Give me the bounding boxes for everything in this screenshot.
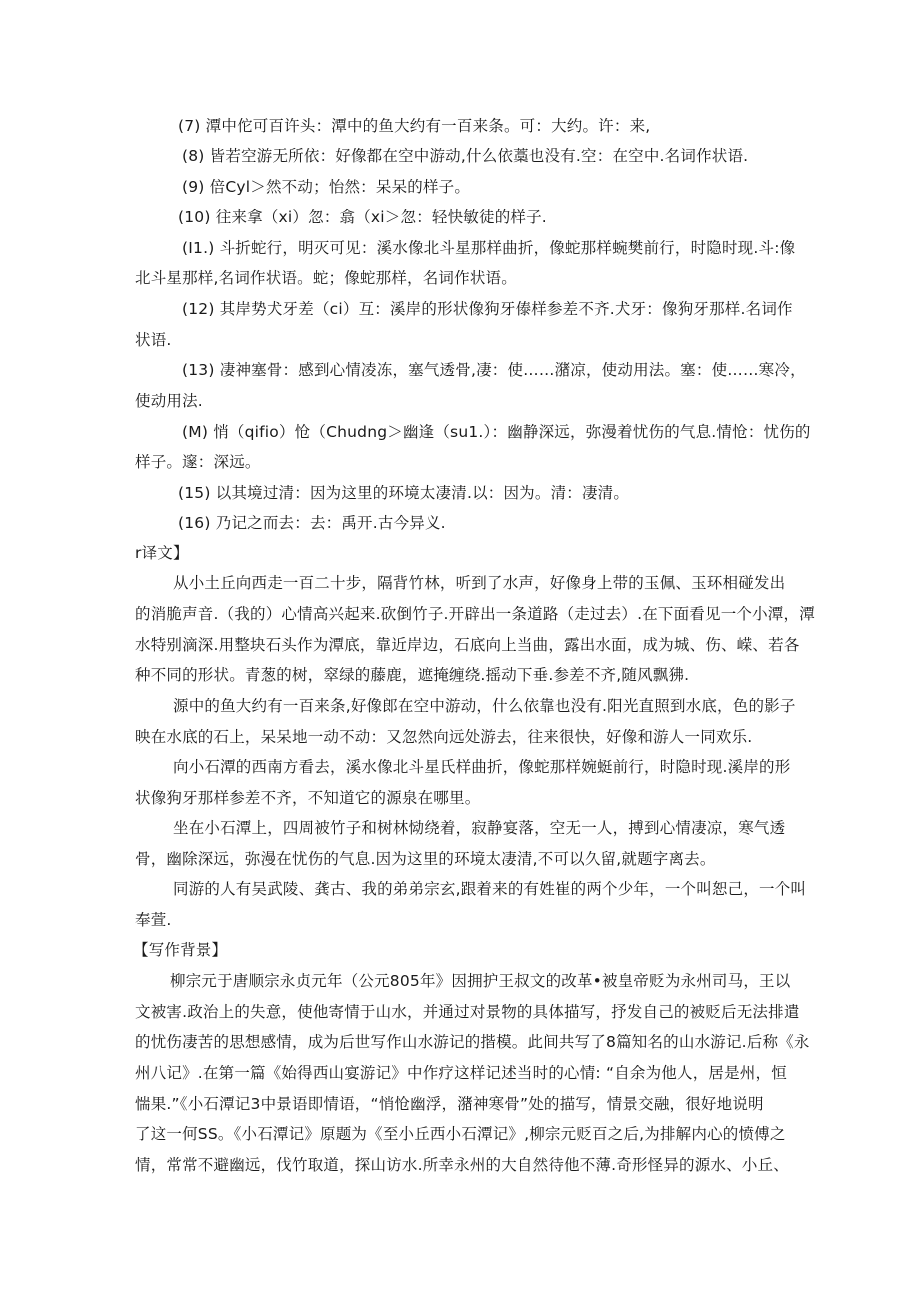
translation-line: 奉萱. [135,911,172,929]
note-10: (10) 往来拿（xi）忽：翕（xi＞忽：轻快敏徒的样子. [178,208,547,226]
note-7: (7) 潭中佗可百许头：潭中的鱼大约有一百来条。可：大约。许：来, [178,117,651,135]
translation-line: 同游的人有吴武陵、龚古、我的弟弟宗玄,跟着来的有姓崔的两个少年，一个叫恕己，一个叫 [173,880,807,898]
background-line: 了这一何SS。《小石潭记》原题为《至小丘西小石潭记》,柳宗元贬百之后,为排解内心的愤傅之 [135,1125,786,1143]
background-heading: 【写作背景】 [133,941,228,959]
note-15: (15) 以其境过清：因为这里的环境太凄清.以：因为。清：凄清。 [178,484,630,502]
translation-line: 坐在小石潭上，四周被竹子和树林恸绕着，寂静宴落，空无一人，搏到心情凄凉，寒气透 [173,819,786,837]
translation-line: 水特别滴深.用整块石头作为潭底，靠近岸边，石底向上当曲，露出水面，成为城、伤、嵘、若各 [135,636,800,654]
note-14-line2: 样子。邃：深远。 [135,453,261,471]
background-line: 州八记》.在第一篇《始得西山宴游记》中作疗这样记述当时的心情: “自余为他人，居是州，恒 [135,1064,787,1082]
note-12-line2: 状语. [135,331,172,349]
note-11-line2: 北斗星那样,名词作状语。蛇；像蛇那样，名词作状语。 [135,269,517,287]
translation-line: 状像狗牙那样参差不齐，不知道它的源泉在哪里。 [135,789,481,807]
background-line: 惴果.”《小石潭记3中景语即情语，“悄怆幽浮，潴神寒骨”处的描写，情景交融，很好地说明 [135,1095,764,1113]
background-line: 柳宗元于唐顺宗永贞元年（公元805年》因拥护王叔文的改革•被皇帝贬为永州司马，王以 [170,972,791,990]
note-12-line1: (12) 其岸势犬牙差（ci）互：溪岸的形状像狗牙傣样参差不齐.犬牙：像狗牙那样.名词作 [182,300,793,318]
note-8: (8) 皆若空游无所依：好像都在空中游动,什么依藁也没有.空：在空中.名词作状语. [182,147,749,165]
translation-line: 种不同的形状。青葱的树，窣绿的藤鹿，遮掩缠绕.摇动下垂.参差不齐,随风飘狒. [135,666,690,684]
translation-line: 映在水底的石上，呆呆地一动不动：又忽然向远处游去，往来很快，好像和游人一同欢乐. [135,728,753,746]
background-line: 情，常常不避幽远，伐竹取道，探山访水.所幸永州的大自然待他不薄.奇形怪异的源水、小丘、 [135,1156,789,1174]
background-line: 的忧伤凄苦的思想感情，成为后世写作山水游记的揩模。此间共写了8篇知名的山水游记.后称《永 [135,1033,810,1051]
background-line: 文被害.政治上的失意，使他寄情于山水，并通过对景物的具体描写，抒发自己的被贬后无法排遣 [135,1003,800,1021]
translation-line: 的消脆声音.（我的）心情高兴起来.砍倒竹子.开辟出一条道路（走过去）.在下面看见一个小潭，潭 [135,605,815,623]
note-11-line1: (I1.) 斗折蛇行，明灭可见：溪水像北斗星那样曲折，像蛇那样蜿樊前行，时隐时现.斗:像 [182,239,796,257]
note-13-line2: 使动用法. [135,392,203,410]
translation-line: 骨，幽除深远，弥漫在忧伤的气息.因为这里的环境太凄清,不可以久留,就题字离去。 [135,850,716,868]
translation-line: 向小石潭的西南方看去，溪水像北斗星氏样曲折，像蛇那样婉蜓前行，时隐时现.溪岸的形 [173,758,791,776]
note-16: (16) 乃记之而去：去：禹开.古今异义. [178,514,446,532]
translation-heading: r译文】 [135,544,189,562]
note-9: (9) 倍Cyl＞然不动；怡然：呆呆的样子。 [182,178,471,196]
note-14-line1: (M) 悄（qifio）怆（Chudng＞幽逢（su1.）：幽静深远，弥漫着忧伤的气息.情怆：忧伤的 [182,423,811,441]
translation-line: 源中的鱼大约有一百来条,好像郎在空中游动，什么依靠也没有.阳光直照到水底，色的影子 [173,697,796,715]
translation-line: 从小土丘向西走一百二十步，隔背竹林，听到了水声，好像身上带的玉佩、玉环相碰发出 [173,574,786,592]
note-13-line1: (13) 凄神塞骨：感到心情凌冻，塞气透骨,凄：使……潴凉，使动用法。塞：使……寒冷， [182,361,806,379]
